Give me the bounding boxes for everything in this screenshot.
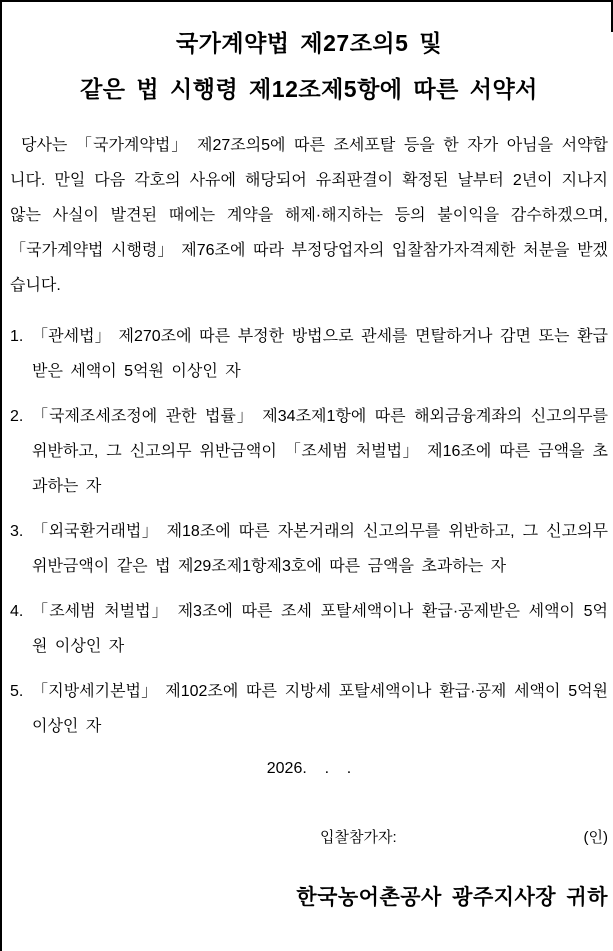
clause-number: 3. xyxy=(10,523,24,540)
clause-list xyxy=(10,319,608,744)
clause-item-1 xyxy=(10,319,608,389)
clause-text: 「외국환거래법」 제18조에 따른 자본거래의 신고의무를 위반하고, 그 신고의무 위반금액이 같은 법 제29조제1항제3호에 따른 금액을 초과하는 자 xyxy=(32,523,608,575)
document-title-line2: 같은 법 시행령 제12조제5항에 따른 서약서 xyxy=(80,76,538,102)
clause-number: 4. xyxy=(10,603,24,620)
clause-item-5 xyxy=(10,674,608,744)
clause-text: 「지방세기본법」 제102조에 따른 지방세 포탈세액이나 환급·공제 세액이 5억원 이상인 자 xyxy=(32,683,608,735)
clause-text: 「조세범 처벌법」 제3조에 따른 조세 포탈세액이나 환급·공제받은 세액이 5억원 이상인 자 xyxy=(32,603,608,655)
document-title-line1: 국가계약법 제27조의5 및 xyxy=(175,30,443,56)
bidder-label: 입찰참가자: xyxy=(320,829,397,846)
clause-item-4 xyxy=(10,594,608,664)
clause-number: 2. xyxy=(10,408,24,425)
document-title xyxy=(10,20,608,112)
signature-row xyxy=(10,828,608,848)
seal-placeholder: (인) xyxy=(583,829,608,846)
date-line: 2026. . . xyxy=(266,760,352,777)
intro-paragraph: 당사는 「국가계약법」 제27조의5에 따른 조세포탈 등을 한 자가 아님을 서약합니다. 만일 다음 각호의 사유에 해당되어 유죄판결이 확정된 날부터 2년이 지나지 않는 사실이 발견된 때에는 계약을 해제·해지하는 등의 불이익을 감수하겠으며, 「국가계약법 시행령」 제76조에 따라 부정당업자의 입찰참가자격제한 처분을 받겠습니다. xyxy=(10,137,608,294)
clause-number: 1. xyxy=(10,328,24,345)
clause-item-3 xyxy=(10,514,608,584)
clause-number: 5. xyxy=(10,683,24,700)
clause-text: 「관세법」 제270조에 따른 부정한 방법으로 관세를 면탈하거나 감면 또는 환급받은 세액이 5억원 이상인 자 xyxy=(32,328,608,380)
clause-item-2 xyxy=(10,399,608,504)
recipient-line: 한국농어촌공사 광주지사장 귀하 xyxy=(296,886,608,909)
clause-text: 「국제조세조정에 관한 법률」 제34조제1항에 따른 해외금융계좌의 신고의무를 위반하고, 그 신고의무 위반금액이 「조세범 처벌법」 제16조에 따른 금액을 초과하는 자 xyxy=(32,408,608,495)
